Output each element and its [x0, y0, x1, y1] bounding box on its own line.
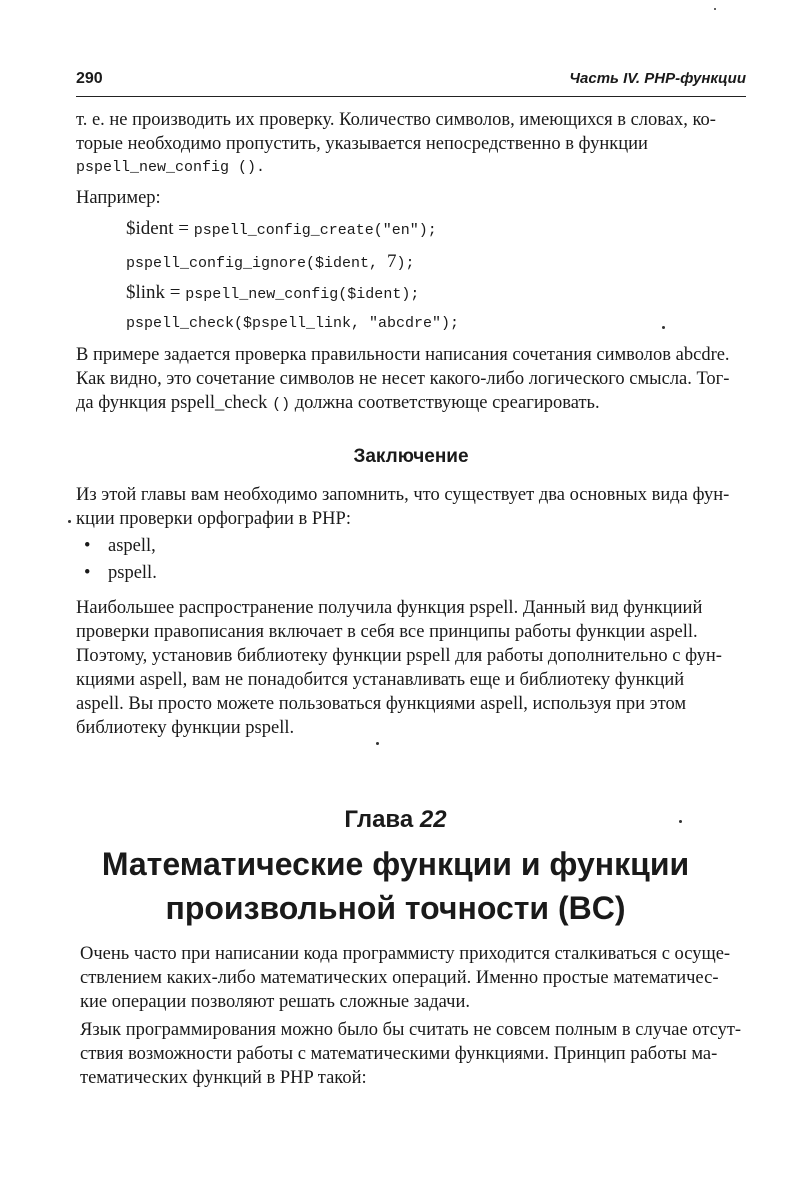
explanation-line-3b: должна соответствующе среагировать. [290, 393, 600, 413]
conclusion-p2-line: кциями aspell, вам не понадобится устанавливать еще и библиотеку функций [76, 670, 685, 690]
chapter-p1-line: кие операции позволяют решать сложные задачи. [80, 992, 470, 1012]
code-line-4: pspell_check($pspell_link, "abcdre"); [126, 315, 460, 332]
bullet-icon: • [84, 563, 91, 583]
conclusion-p2-line: проверки правописания включает в себя все принципы работы функции aspell. [76, 622, 698, 642]
list-item-text: aspell, [108, 536, 156, 556]
scan-speck [714, 8, 716, 10]
intro-paragraph [76, 108, 746, 180]
conclusion-p2-line: Поэтому, установив библиотеку функции pspell для работы дополнительно с фун- [76, 646, 722, 666]
intro-line-1: т. е. не производить их проверку. Количество символов, имеющихся в словах, ко- [76, 110, 716, 130]
code-line-1 [126, 218, 437, 240]
conclusion-p2-line: библиотеку функции pspell. [76, 718, 295, 738]
code-line-2-end: ); [396, 255, 415, 272]
code-line-3 [126, 282, 419, 304]
conclusion-p2-line: Наибольшее распространение получила функция pspell. Данный вид функциий [76, 598, 703, 618]
chapter-p1-line: Очень часто при написании кода программисту приходится сталкиваться с осуще- [80, 944, 731, 964]
code-line-3-var: $link = [126, 282, 186, 303]
chapter-p2-line: Язык программирования можно было бы считать не совсем полным в случае отсут- [80, 1020, 742, 1040]
intro-line-2: торые необходимо пропустить, указывается непосредственно в функции [76, 134, 648, 154]
chapter-p2-line: ствия возможности работы с математическими функциями. Принцип работы ма- [80, 1044, 718, 1064]
conclusion-paragraph-1 [76, 483, 746, 531]
chapter-label-text: Глава [344, 806, 420, 833]
bullet-icon: • [84, 536, 91, 556]
code-line-2-num: 7 [387, 251, 397, 272]
scan-speck [376, 742, 379, 745]
chapter-p1-line: ствлением каких-либо математических операций. Именно простые математичес- [80, 968, 719, 988]
code-line-2-call: pspell_config_ignore($ident, [126, 255, 388, 272]
conclusion-line-2: кции проверки орфографии в PHP: [76, 509, 351, 529]
page-header [76, 68, 746, 97]
explanation-line-3-code: () [272, 396, 291, 413]
conclusion-paragraph-2 [76, 596, 746, 740]
running-head: Часть IV. PHP-функции [569, 70, 746, 87]
section-heading-conclusion: Заключение [353, 446, 469, 467]
code-line-1-var: $ident = [126, 218, 194, 239]
chapter-p2-line: тематических функций в PHP такой: [80, 1068, 367, 1088]
chapter-label [0, 806, 791, 834]
explanation-line-1: В примере задается проверка правильности написания сочетания символов abcdre. [76, 345, 730, 365]
explanation-line-3 [76, 391, 746, 417]
intro-code-line: pspell_new_config (). [76, 159, 266, 176]
code-line-2 [126, 251, 415, 273]
code-line-1-call: pspell_config_create("en"); [193, 222, 437, 239]
code-line-3-call: pspell_new_config($ident); [185, 286, 420, 303]
list-item [84, 563, 157, 584]
chapter-paragraph-2 [80, 1018, 746, 1090]
explanation-paragraph [76, 343, 746, 417]
chapter-number: 22 [419, 806, 447, 833]
chapter-title [0, 842, 791, 930]
conclusion-p2-line: aspell. Вы просто можете пользоваться функциями aspell, используя при этом [76, 694, 687, 714]
list-item [84, 536, 156, 557]
list-item-text: pspell. [108, 563, 157, 583]
scan-speck [679, 820, 682, 823]
conclusion-line-1: Из этой главы вам необходимо запомнить, что существует два основных вида фун- [76, 485, 730, 505]
scan-speck [662, 326, 665, 329]
chapter-title-line-1: Математические функции и функции [101, 846, 690, 882]
chapter-title-line-2: произвольной точности (BC) [165, 890, 626, 926]
explanation-line-2: Как видно, это сочетание символов не несет какого-либо логического смысла. Тог- [76, 369, 730, 389]
page-number: 290 [76, 70, 103, 87]
scan-speck [68, 520, 71, 523]
chapter-paragraph-1 [80, 942, 746, 1014]
explanation-line-3a: да функция pspell_check [76, 393, 273, 413]
example-label: Например: [76, 188, 161, 208]
